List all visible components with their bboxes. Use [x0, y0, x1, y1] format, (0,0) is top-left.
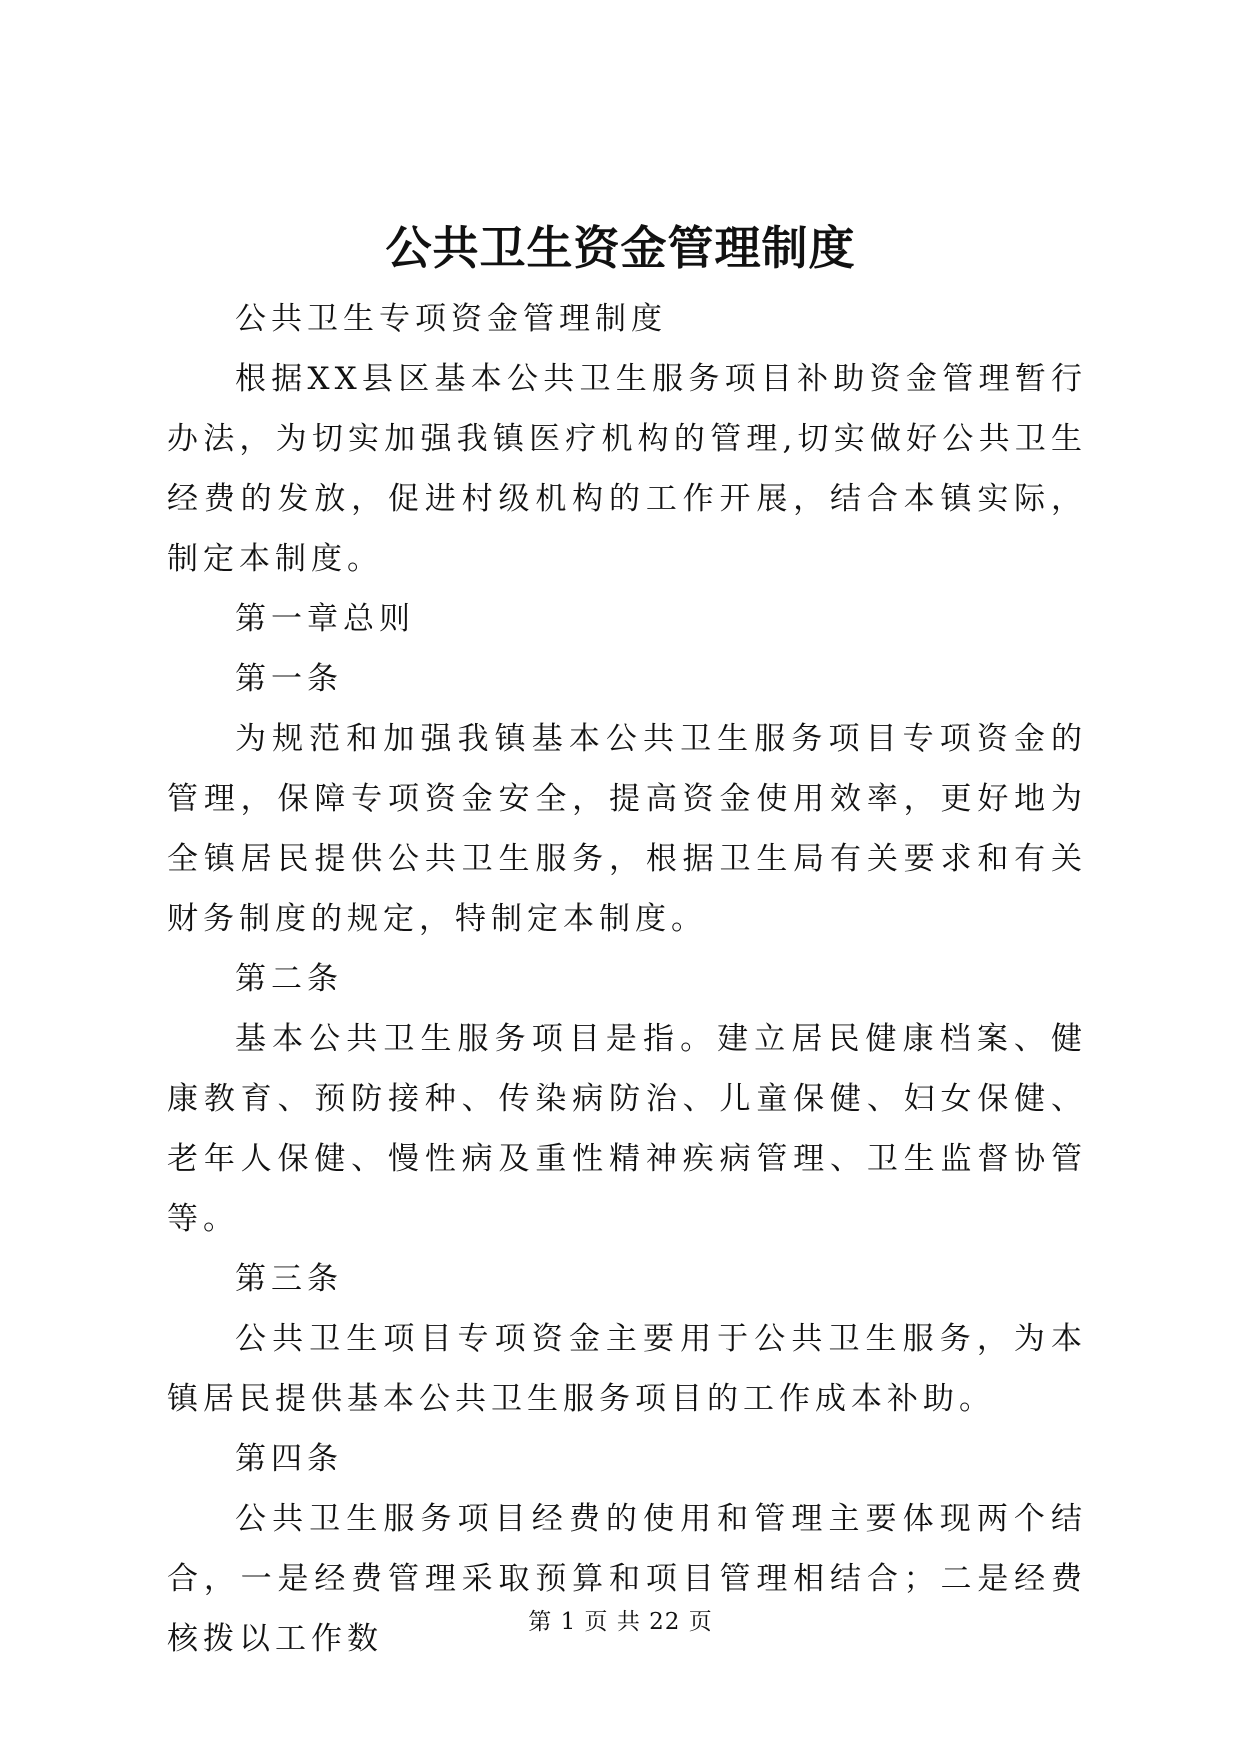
article-heading-1: 第一条	[235, 661, 343, 697]
document-title: 公共卫生资金管理制度	[385, 221, 856, 275]
article-text-3: 公共卫生项目专项资金主要用于公共卫生服务，为本镇居民提供基本公共卫生服务项目的工作成本补助。	[167, 1321, 1087, 1417]
article-text-2: 基本公共卫生服务项目是指。建立居民健康档案、健康教育、预防接种、传染病防治、儿童保健、妇女保健、老年人保健、慢性病及重性精神疾病管理、卫生监督协管等。	[167, 1021, 1087, 1237]
article-text-1: 为规范和加强我镇基本公共卫生服务项目专项资金的管理，保障专项资金安全，提高资金使用效率，更好地为全镇居民提供公共卫生服务，根据卫生局有关要求和有关财务制度的规定，特制定本制度。	[167, 721, 1087, 937]
article-heading-3: 第三条	[235, 1261, 343, 1297]
article-heading-4: 第四条	[235, 1441, 343, 1477]
document-body	[167, 289, 1087, 1669]
paragraph-preamble: 根据XX县区基本公共卫生服务项目补助资金管理暂行办法，为切实加强我镇医疗机构的管理,切实做好公共卫生经费的发放，促进村级机构的工作开展，结合本镇实际，制定本制度。	[167, 361, 1087, 577]
article-text-4: 公共卫生服务项目经费的使用和管理主要体现两个结合，一是经费管理采取预算和项目管理相结合；二是经费核拨以工作数	[167, 1501, 1087, 1657]
paragraph-subtitle: 公共卫生专项资金管理制度	[235, 301, 667, 337]
chapter-heading: 第一章总则	[235, 601, 415, 637]
article-heading-2: 第二条	[235, 961, 343, 997]
page-number-footer: 第 1 页 共 22 页	[528, 1609, 713, 1635]
